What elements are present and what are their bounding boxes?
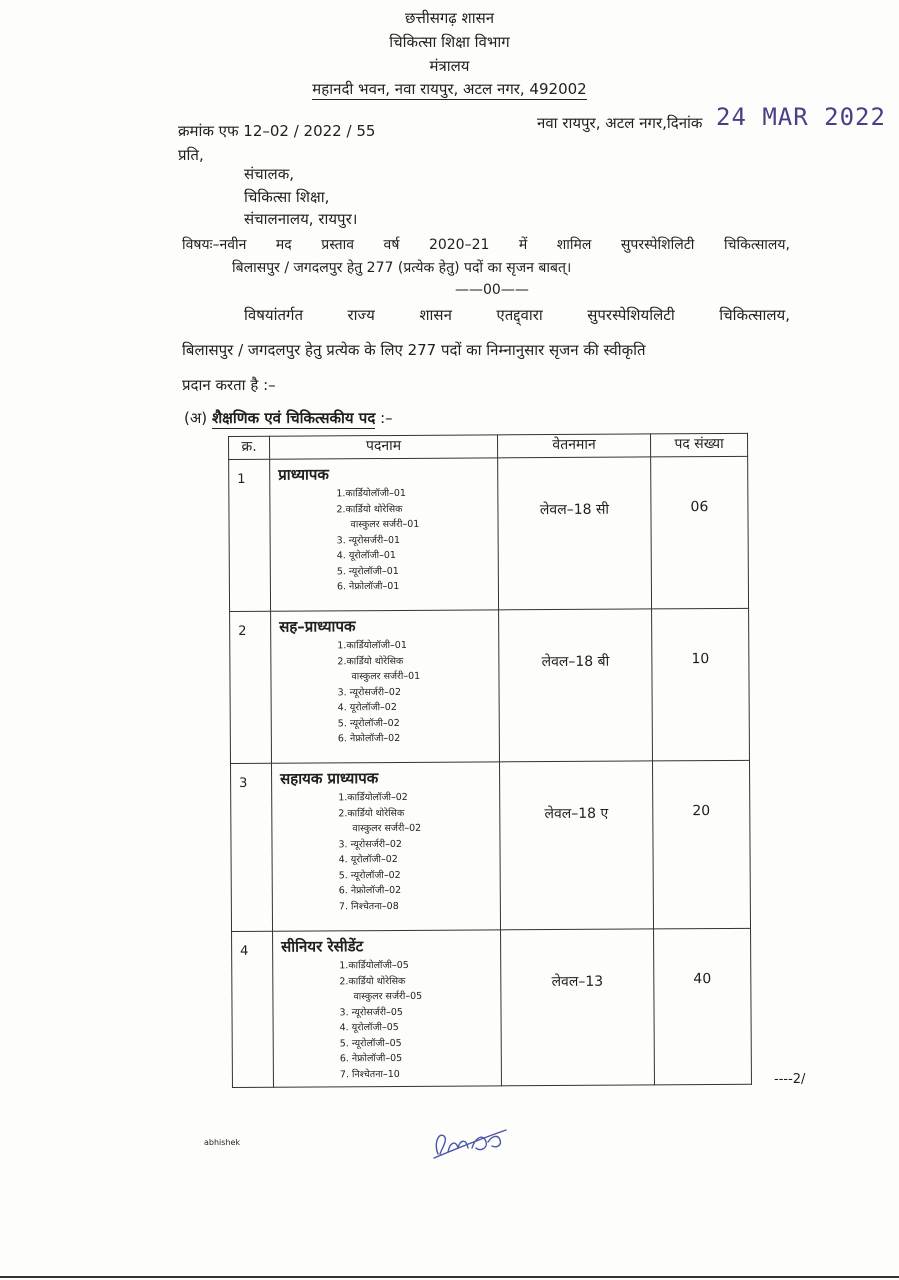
row-serial: 3 bbox=[231, 763, 273, 931]
subitem: 4. यूरोलॉजी–02 bbox=[337, 701, 397, 714]
subitem: 7. निश्चेतना–10 bbox=[339, 1068, 400, 1080]
post-subitems bbox=[281, 957, 497, 1082]
row-post bbox=[271, 762, 500, 931]
post-subitems bbox=[280, 789, 496, 914]
row-pay-scale: लेवल–13 bbox=[501, 929, 655, 1086]
subject-line2: बिलासपुर / जगदलपुर हेतु 277 (प्रत्येक हेतु) पदों का सृजन बाबत्। bbox=[232, 260, 572, 276]
subitem: 4. यूरोलॉजी–02 bbox=[338, 853, 398, 866]
row-serial: 4 bbox=[232, 931, 274, 1087]
post-title: सहायक प्राध्यापक bbox=[280, 769, 379, 788]
header-serial: क्र. bbox=[229, 436, 270, 459]
subitem: 4. यूरोलॉजी–01 bbox=[336, 549, 396, 562]
subitem: 6. नेफ्रोलॉजी–05 bbox=[339, 1052, 403, 1065]
post-title: सह–प्राध्यापक bbox=[279, 617, 356, 636]
subject-separator: ——00—— bbox=[455, 282, 529, 298]
addressee-to: प्रति, bbox=[178, 146, 204, 164]
section-title: शैक्षणिक एवं चिकित्सकीय पद bbox=[211, 409, 376, 427]
row-post-count: 20 bbox=[652, 760, 750, 929]
page-continuation-marker: ----2/ bbox=[774, 1072, 806, 1087]
row-post-count: 10 bbox=[652, 608, 750, 761]
subitem: 7. निश्चेतना–08 bbox=[338, 900, 399, 912]
row-serial: 2 bbox=[230, 611, 272, 763]
subitem: वास्कुलर सर्जरी–01 bbox=[351, 670, 421, 683]
signature-scribble bbox=[428, 1118, 508, 1162]
subitem: 5. न्यूरोलॉजी–05 bbox=[339, 1037, 402, 1049]
addressee-line2: चिकित्सा शिक्षा, bbox=[244, 188, 330, 206]
post-subitems bbox=[278, 485, 494, 595]
row-serial: 1 bbox=[229, 459, 271, 611]
place-date-label: नवा रायपुर, अटल नगर,दिनांक bbox=[537, 114, 703, 132]
row-post bbox=[271, 610, 500, 763]
section-suffix: :– bbox=[380, 409, 393, 427]
row-post bbox=[270, 458, 499, 611]
table-row bbox=[230, 608, 750, 763]
subitem: वास्कुलर सर्जरी–05 bbox=[353, 990, 423, 1003]
subitem: 2.कार्डियो थोरेसिक bbox=[336, 503, 403, 515]
header-address bbox=[0, 79, 899, 99]
row-pay-scale: लेवल–18 बी bbox=[499, 609, 653, 762]
row-post-count: 40 bbox=[654, 928, 752, 1085]
row-pay-scale: लेवल–18 सी bbox=[498, 457, 652, 610]
row-pay-scale: लेवल–18 ए bbox=[499, 761, 653, 930]
subitem: 2.कार्डियो थोरेसिक bbox=[338, 807, 405, 819]
header-post-count: पद संख्या bbox=[650, 433, 747, 457]
subject-line1: विषयः–नवीन मद प्रस्ताव वर्ष 2020–21 में शामिल सुपरस्पेशिलिटी चिकित्सालय, bbox=[182, 237, 790, 253]
table-row bbox=[231, 760, 751, 931]
table-row bbox=[229, 456, 749, 611]
subitem: 4. यूरोलॉजी–05 bbox=[339, 1021, 399, 1034]
subitem: 1.कार्डियोलॉजी–05 bbox=[339, 959, 409, 972]
subitem: 1.कार्डियोलॉजी–01 bbox=[337, 639, 407, 652]
header-post-name: पदनाम bbox=[270, 435, 498, 459]
subitem: 6. नेफ्रोलॉजी–02 bbox=[338, 884, 402, 897]
header-pay-scale: वेतनमान bbox=[497, 434, 650, 458]
subitem: 3. न्यूरोसर्जरी–05 bbox=[339, 1006, 403, 1018]
subitem: 5. न्यूरोलॉजी–02 bbox=[337, 717, 400, 729]
header-department: चिकित्सा शिक्षा विभाग bbox=[389, 33, 510, 51]
addressee-line1: संचालक, bbox=[244, 165, 295, 183]
reference-number: क्रमांक एफ 12–02 / 2022 / 55 bbox=[178, 122, 376, 140]
post-subitems bbox=[279, 637, 495, 747]
subitem: 6. नेफ्रोलॉजी–02 bbox=[337, 732, 401, 745]
date-stamp: 24 MAR 2022 bbox=[716, 103, 886, 131]
subitem: 2.कार्डियो थोरेसिक bbox=[337, 655, 404, 667]
subitem: 3. न्यूरोसर्जरी–02 bbox=[338, 838, 402, 850]
subitem: 2.कार्डियो थोरेसिक bbox=[339, 975, 406, 987]
row-post-count: 06 bbox=[651, 456, 749, 609]
subitem: 5. न्यूरोलॉजी–01 bbox=[336, 565, 399, 577]
header-govt: छत्तीसगढ़ शासन bbox=[404, 9, 495, 27]
subitem: 1.कार्डियोलॉजी–02 bbox=[338, 791, 408, 804]
subitem: वास्कुलर सर्जरी–02 bbox=[352, 822, 422, 835]
subitem: 3. न्यूरोसर्जरी–01 bbox=[336, 534, 401, 546]
section-prefix: (अ) bbox=[184, 409, 208, 427]
subitem: 3. न्यूरोसर्जरी–02 bbox=[337, 686, 402, 698]
typist-initials: abhishek bbox=[204, 1138, 241, 1147]
subitem: 6. नेफ्रोलॉजी–01 bbox=[336, 580, 400, 593]
section-heading bbox=[184, 408, 393, 428]
addressee-line3: संचालनालय, रायपुर। bbox=[244, 210, 358, 228]
page-bottom-edge bbox=[0, 1276, 899, 1278]
body-line2: बिलासपुर / जगदलपुर हेतु प्रत्येक के लिए 277 पदों का निम्नानुसार सृजन की स्वीकृति bbox=[182, 341, 646, 359]
subitem: वास्कुलर सर्जरी–01 bbox=[350, 518, 420, 531]
post-title: सीनियर रेसीडेंट bbox=[281, 937, 364, 956]
table-row bbox=[232, 928, 752, 1087]
row-post bbox=[273, 930, 502, 1087]
header-ministry: मंत्रालय bbox=[429, 57, 470, 75]
body-line1: विषयांतर्गत राज्य शासन एतद्द्वारा सुपरस्पेशियलिटी चिकित्सालय, bbox=[244, 306, 790, 324]
subitem: 5. न्यूरोलॉजी–02 bbox=[338, 869, 401, 881]
posts-table bbox=[228, 433, 752, 1088]
table-header-row bbox=[229, 433, 748, 459]
post-title: प्राध्यापक bbox=[278, 465, 329, 484]
body-line3: प्रदान करता है :– bbox=[182, 376, 276, 394]
header-address-text: महानदी भवन, नवा रायपुर, अटल नगर, 492002 bbox=[312, 80, 587, 98]
subitem: 1.कार्डियोलॉजी–01 bbox=[336, 487, 406, 500]
